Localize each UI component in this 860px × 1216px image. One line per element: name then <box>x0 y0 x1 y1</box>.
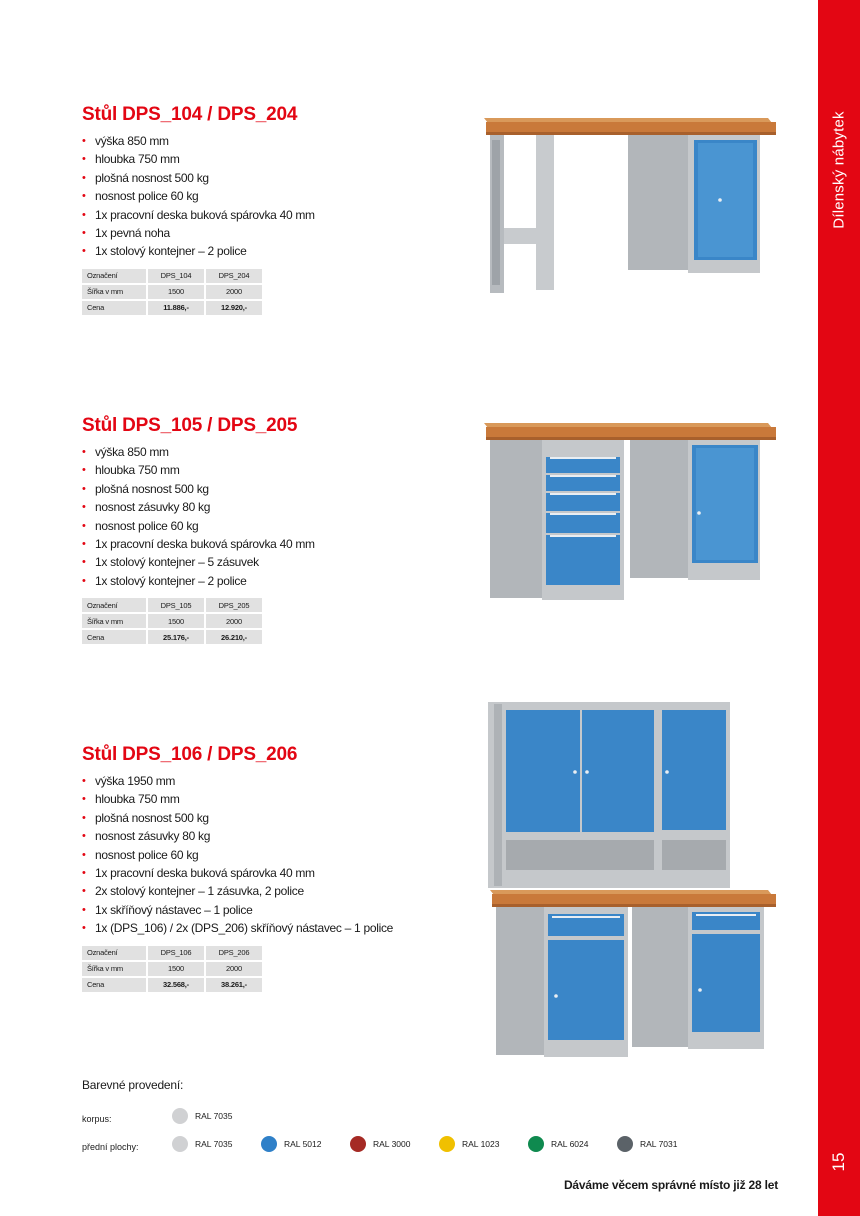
price-table <box>80 944 264 994</box>
spec-item: • 2x stolový kontejner – 1 zásuvka, 2 police <box>82 882 393 900</box>
spec-item: • 1x stolový kontejner – 2 police <box>82 242 315 260</box>
spec-item: • hloubka 750 mm <box>82 150 315 168</box>
color-dot <box>528 1136 544 1152</box>
color-dot <box>172 1136 188 1152</box>
color-dot <box>172 1108 188 1124</box>
korpus-label: korpus: <box>82 1114 112 1124</box>
color-name: RAL 7031 <box>640 1139 678 1149</box>
color-options-title: Barevné provedení: <box>82 1078 184 1092</box>
workbench-dps-105-illustration <box>480 415 780 605</box>
table-cell: DPS_206 <box>206 946 262 960</box>
spec-item: • nosnost police 60 kg <box>82 846 393 864</box>
spec-list <box>82 132 315 261</box>
table-label: Šířka v mm <box>82 962 146 976</box>
table-cell: 1500 <box>148 614 204 628</box>
spec-item: • plošná nosnost 500 kg <box>82 809 393 827</box>
front-label: přední plochy: <box>82 1142 139 1152</box>
table-label: Označení <box>82 946 146 960</box>
spec-item: • 1x pracovní deska buková spárovka 40 mm <box>82 206 315 224</box>
sidebar-band <box>818 0 860 1216</box>
spec-item: • plošná nosnost 500 kg <box>82 480 315 498</box>
table-cell: DPS_106 <box>148 946 204 960</box>
spec-item: • 1x (DPS_106) / 2x (DPS_206) skříňový nástavec – 1 police <box>82 919 393 937</box>
color-name: RAL 6024 <box>551 1139 589 1149</box>
price-cell: 12.920,- <box>206 301 262 315</box>
table-cell: 2000 <box>206 962 262 976</box>
color-name: RAL 7035 <box>195 1139 233 1149</box>
table-cell: DPS_205 <box>206 598 262 612</box>
color-dot <box>261 1136 277 1152</box>
spec-item: • hloubka 750 mm <box>82 790 393 808</box>
price-table <box>80 267 264 317</box>
color-swatch <box>350 1136 411 1152</box>
section-title: Dílenský nábytek <box>830 111 848 229</box>
footer-slogan: Dáváme věcem správné místo již 28 let <box>563 1178 778 1192</box>
table-label: Označení <box>82 598 146 612</box>
spec-item: • nosnost police 60 kg <box>82 517 315 535</box>
table-cell: DPS_104 <box>148 269 204 283</box>
spec-item: • 1x stolový kontejner – 5 zásuvek <box>82 553 315 571</box>
spec-list <box>82 772 393 938</box>
product-title: Stůl DPS_105 / DPS_205 <box>82 415 298 436</box>
table-cell: 1500 <box>148 285 204 299</box>
color-name: RAL 1023 <box>462 1139 500 1149</box>
table-label: Označení <box>82 269 146 283</box>
workbench-dps-106-illustration <box>486 700 782 1062</box>
color-dot <box>350 1136 366 1152</box>
front-row <box>82 1136 782 1164</box>
table-label: Šířka v mm <box>82 614 146 628</box>
spec-item: • nosnost zásuvky 80 kg <box>82 498 315 516</box>
color-swatch <box>172 1136 233 1152</box>
korpus-row <box>82 1108 782 1136</box>
color-name: RAL 7035 <box>195 1111 233 1121</box>
color-options <box>82 1078 782 1164</box>
price-cell: 38.261,- <box>206 978 262 992</box>
spec-item: • 1x pevná noha <box>82 224 315 242</box>
table-cell: 2000 <box>206 285 262 299</box>
price-cell: 32.568,- <box>148 978 204 992</box>
spec-item: • plošná nosnost 500 kg <box>82 169 315 187</box>
table-cell: 1500 <box>148 962 204 976</box>
spec-item: • 1x pracovní deska buková spárovka 40 mm <box>82 535 315 553</box>
color-dot <box>617 1136 633 1152</box>
product-dps-105 <box>82 415 315 646</box>
color-swatch <box>261 1136 322 1152</box>
workbench-dps-104-illustration <box>480 110 780 295</box>
product-dps-106 <box>82 744 393 994</box>
spec-item: • výška 850 mm <box>82 132 315 150</box>
spec-item: • 1x skříňový nástavec – 1 police <box>82 901 393 919</box>
table-cell: DPS_105 <box>148 598 204 612</box>
price-cell: 26.210,- <box>206 630 262 644</box>
spec-list <box>82 443 315 590</box>
color-name: RAL 3000 <box>373 1139 411 1149</box>
price-cell: 25.176,- <box>148 630 204 644</box>
price-cell: 11.886,- <box>148 301 204 315</box>
table-cell: DPS_204 <box>206 269 262 283</box>
table-label: Cena <box>82 630 146 644</box>
table-label: Cena <box>82 978 146 992</box>
color-swatch <box>172 1108 233 1124</box>
page-number: 15 <box>829 1152 848 1172</box>
spec-item: • hloubka 750 mm <box>82 461 315 479</box>
table-label: Cena <box>82 301 146 315</box>
product-dps-104 <box>82 104 315 317</box>
product-title: Stůl DPS_106 / DPS_206 <box>82 744 298 765</box>
spec-item: • výška 850 mm <box>82 443 315 461</box>
table-cell: 2000 <box>206 614 262 628</box>
spec-item: • 1x pracovní deska buková spárovka 40 mm <box>82 864 393 882</box>
color-dot <box>439 1136 455 1152</box>
color-swatch <box>528 1136 589 1152</box>
price-table <box>80 596 264 646</box>
color-name: RAL 5012 <box>284 1139 322 1149</box>
spec-item: • výška 1950 mm <box>82 772 393 790</box>
color-swatch <box>439 1136 500 1152</box>
table-label: Šířka v mm <box>82 285 146 299</box>
spec-item: • nosnost zásuvky 80 kg <box>82 827 393 845</box>
spec-item: • nosnost police 60 kg <box>82 187 315 205</box>
product-title: Stůl DPS_104 / DPS_204 <box>82 104 298 125</box>
spec-item: • 1x stolový kontejner – 2 police <box>82 572 315 590</box>
color-swatch <box>617 1136 678 1152</box>
